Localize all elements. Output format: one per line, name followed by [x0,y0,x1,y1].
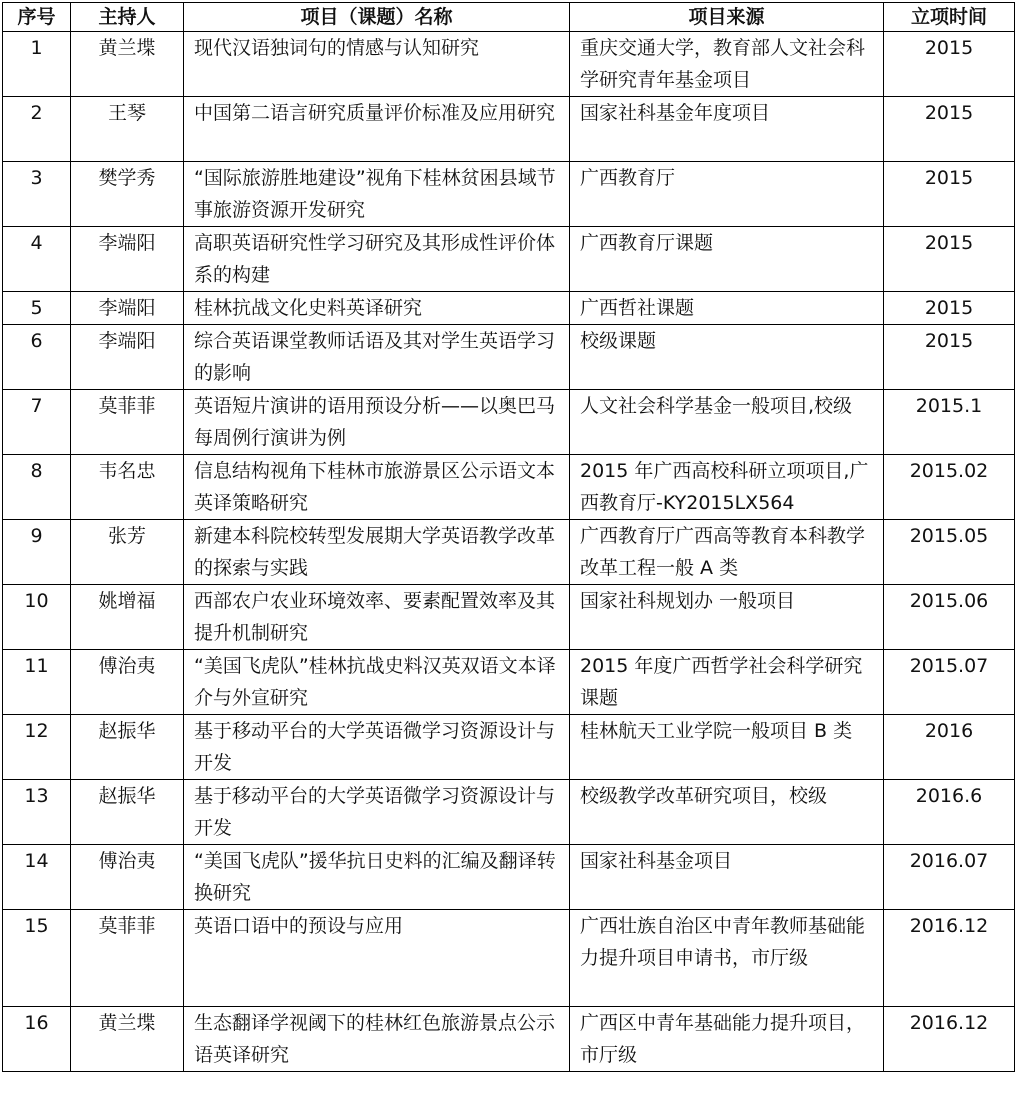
cell-host: 傅治夷 [71,650,184,715]
header-row [3,3,1015,32]
cell-title: 基于移动平台的大学英语微学习资源设计与开发 [184,780,570,845]
cell-title: “美国飞虎队”桂林抗战史料汉英双语文本译介与外宣研究 [184,650,570,715]
cell-no: 7 [3,390,71,455]
table-row [3,455,1015,520]
cell-host: 李端阳 [71,227,184,292]
cell-title: 信息结构视角下桂林市旅游景区公示语文本英译策略研究 [184,455,570,520]
cell-date: 2015.02 [884,455,1015,520]
cell-source: 重庆交通大学，教育部人文社会科学研究青年基金项目 [570,32,884,97]
cell-host: 莫菲菲 [71,390,184,455]
cell-date: 2015 [884,162,1015,227]
cell-source: 校级教学改革研究项目，校级 [570,780,884,845]
cell-title: “美国飞虎队”援华抗日史料的汇编及翻译转换研究 [184,845,570,910]
cell-source: 广西区中青年基础能力提升项目，市厅级 [570,1007,884,1072]
cell-source: 广西壮族自治区中青年教师基础能力提升项目申请书，市厅级 [570,910,884,1007]
cell-source: 2015 年广西高校科研立项项目,广西教育厅-KY2015LX564 [570,455,884,520]
cell-date: 2016 [884,715,1015,780]
table-row [3,1007,1015,1072]
table-row [3,715,1015,780]
cell-host: 张芳 [71,520,184,585]
cell-date: 2015.1 [884,390,1015,455]
cell-title: 综合英语课堂教师话语及其对学生英语学习的影响 [184,325,570,390]
table-row [3,325,1015,390]
cell-no: 4 [3,227,71,292]
cell-source: 广西教育厅课题 [570,227,884,292]
cell-source: 广西教育厅 [570,162,884,227]
cell-host: 黄兰堞 [71,1007,184,1072]
cell-title: 英语短片演讲的语用预设分析——以奥巴马每周例行演讲为例 [184,390,570,455]
cell-date: 2016.12 [884,910,1015,1007]
cell-host: 李端阳 [71,325,184,390]
projects-table [2,2,1015,1072]
cell-no: 3 [3,162,71,227]
table-row [3,845,1015,910]
cell-no: 16 [3,1007,71,1072]
cell-date: 2015 [884,325,1015,390]
cell-date: 2015 [884,292,1015,325]
cell-no: 15 [3,910,71,1007]
cell-no: 11 [3,650,71,715]
cell-host: 韦名忠 [71,455,184,520]
cell-no: 6 [3,325,71,390]
cell-title: 中国第二语言研究质量评价标准及应用研究 [184,97,570,162]
cell-title: 新建本科院校转型发展期大学英语教学改革的探索与实践 [184,520,570,585]
cell-host: 王琴 [71,97,184,162]
cell-title: 基于移动平台的大学英语微学习资源设计与开发 [184,715,570,780]
cell-host: 姚增福 [71,585,184,650]
cell-title: 高职英语研究性学习研究及其形成性评价体系的构建 [184,227,570,292]
cell-host: 赵振华 [71,715,184,780]
table-row [3,97,1015,162]
cell-title: 英语口语中的预设与应用 [184,910,570,1007]
cell-no: 10 [3,585,71,650]
header-no: 序号 [3,3,71,32]
cell-host: 傅治夷 [71,845,184,910]
cell-no: 8 [3,455,71,520]
cell-no: 13 [3,780,71,845]
cell-no: 12 [3,715,71,780]
table-row [3,32,1015,97]
cell-date: 2015.07 [884,650,1015,715]
cell-title: 西部农户农业环境效率、要素配置效率及其提升机制研究 [184,585,570,650]
cell-no: 2 [3,97,71,162]
header-host: 主持人 [71,3,184,32]
table-row [3,910,1015,1007]
cell-host: 莫菲菲 [71,910,184,1007]
cell-title: 生态翻译学视阈下的桂林红色旅游景点公示语英译研究 [184,1007,570,1072]
cell-date: 2015 [884,97,1015,162]
cell-date: 2016.12 [884,1007,1015,1072]
table-row [3,585,1015,650]
cell-date: 2016.6 [884,780,1015,845]
cell-source: 国家社科基金项目 [570,845,884,910]
cell-no: 14 [3,845,71,910]
cell-source: 2015 年度广西哲学社会科学研究课题 [570,650,884,715]
cell-date: 2015 [884,227,1015,292]
table-row [3,227,1015,292]
cell-host: 黄兰堞 [71,32,184,97]
header-title: 项目（课题）名称 [184,3,570,32]
cell-date: 2015 [884,32,1015,97]
cell-no: 5 [3,292,71,325]
cell-source: 国家社科基金年度项目 [570,97,884,162]
table-row [3,520,1015,585]
cell-host: 樊学秀 [71,162,184,227]
cell-host: 赵振华 [71,780,184,845]
table-row [3,780,1015,845]
header-date: 立项时间 [884,3,1015,32]
cell-date: 2015.05 [884,520,1015,585]
table-row [3,162,1015,227]
cell-source: 广西哲社课题 [570,292,884,325]
cell-source: 国家社科规划办 一般项目 [570,585,884,650]
table-row [3,292,1015,325]
cell-source: 校级课题 [570,325,884,390]
cell-host: 李端阳 [71,292,184,325]
cell-no: 1 [3,32,71,97]
cell-source: 广西教育厅广西高等教育本科教学改革工程一般 A 类 [570,520,884,585]
header-source: 项目来源 [570,3,884,32]
cell-source: 桂林航天工业学院一般项目 B 类 [570,715,884,780]
table-row [3,650,1015,715]
cell-title: 桂林抗战文化史料英译研究 [184,292,570,325]
cell-title: “国际旅游胜地建设”视角下桂林贫困县域节事旅游资源开发研究 [184,162,570,227]
cell-date: 2016.07 [884,845,1015,910]
cell-source: 人文社会科学基金一般项目,校级 [570,390,884,455]
cell-date: 2015.06 [884,585,1015,650]
cell-no: 9 [3,520,71,585]
table-row [3,390,1015,455]
cell-title: 现代汉语独词句的情感与认知研究 [184,32,570,97]
